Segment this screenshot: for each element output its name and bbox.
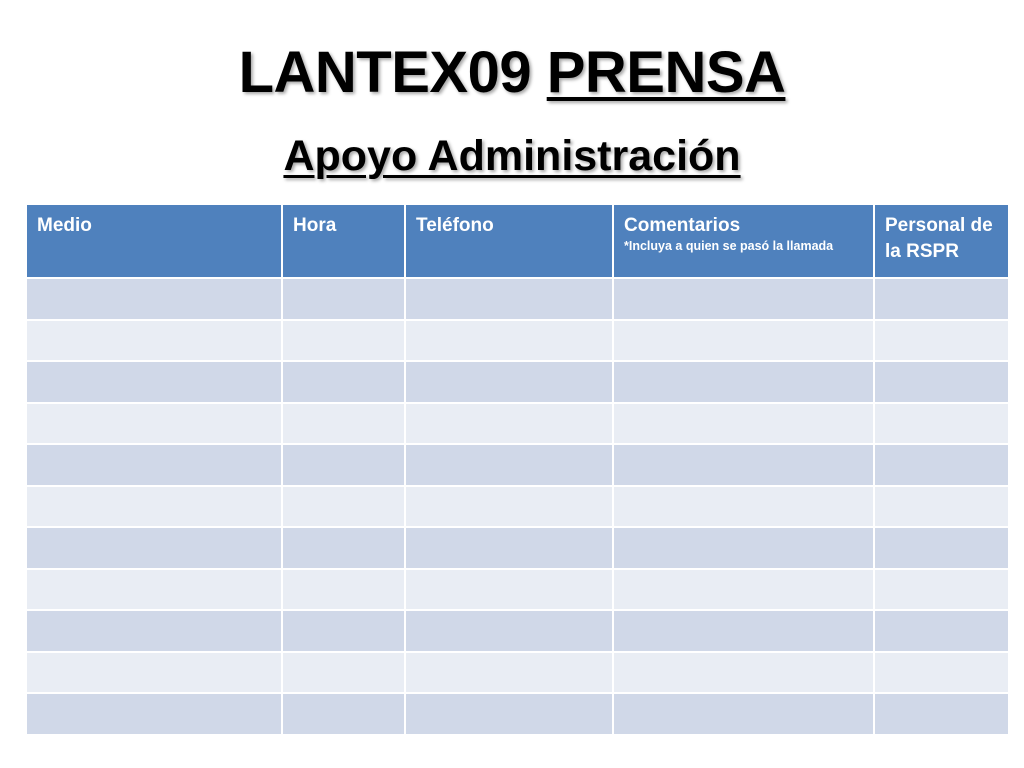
header-telefono	[405, 204, 613, 278]
table-cell	[613, 486, 874, 528]
table-cell	[613, 361, 874, 403]
table-cell	[26, 278, 282, 320]
table-row	[26, 278, 1009, 320]
table-cell	[282, 693, 405, 735]
table-cell	[282, 278, 405, 320]
table-cell	[26, 320, 282, 362]
table-cell	[874, 652, 1009, 694]
table-cell	[26, 527, 282, 569]
table-body	[26, 278, 1009, 735]
header-comentarios-note: *Incluya a quien se pasó la llamada	[624, 239, 834, 253]
table-cell	[405, 320, 613, 362]
table-cell	[282, 320, 405, 362]
table-cell	[405, 569, 613, 611]
table-cell	[26, 403, 282, 445]
title-part-1: LANTEX09	[238, 40, 532, 105]
header-medio-label: Medio	[37, 215, 92, 236]
table-header-row	[26, 204, 1009, 278]
table-cell	[282, 569, 405, 611]
table-cell	[613, 693, 874, 735]
table-row	[26, 610, 1009, 652]
table-cell	[405, 693, 613, 735]
table-cell	[874, 569, 1009, 611]
table-cell	[613, 527, 874, 569]
table-row	[26, 693, 1009, 735]
header-comentarios	[613, 204, 874, 278]
table-cell	[613, 652, 874, 694]
table-row	[26, 320, 1009, 362]
contact-log-table	[25, 203, 1010, 736]
table-row	[26, 527, 1009, 569]
table-cell	[405, 486, 613, 528]
table-cell	[613, 444, 874, 486]
table-cell	[874, 278, 1009, 320]
table-cell	[874, 486, 1009, 528]
table-cell	[26, 486, 282, 528]
table-cell	[874, 403, 1009, 445]
header-medio	[26, 204, 282, 278]
table-cell	[26, 361, 282, 403]
table-cell	[874, 527, 1009, 569]
header-personal	[874, 204, 1009, 278]
table-cell	[874, 361, 1009, 403]
table-row	[26, 361, 1009, 403]
table-cell	[282, 444, 405, 486]
table-cell	[405, 610, 613, 652]
title-part-2: PRENSA	[546, 40, 786, 105]
table-cell	[282, 610, 405, 652]
table-cell	[874, 444, 1009, 486]
header-personal-label: Personal de la RSPR	[885, 215, 993, 262]
table-cell	[874, 320, 1009, 362]
table-row	[26, 486, 1009, 528]
header-telefono-label: Teléfono	[416, 215, 494, 236]
table-cell	[874, 610, 1009, 652]
table-cell	[282, 361, 405, 403]
table-cell	[26, 610, 282, 652]
table-row	[26, 403, 1009, 445]
header-comentarios-label: Comentarios	[624, 215, 741, 236]
table-cell	[405, 403, 613, 445]
table-cell	[282, 486, 405, 528]
slide-title	[0, 38, 1024, 108]
table-cell	[874, 693, 1009, 735]
header-hora	[282, 204, 405, 278]
table-cell	[613, 569, 874, 611]
table-cell	[405, 278, 613, 320]
table-cell	[282, 527, 405, 569]
table-cell	[282, 403, 405, 445]
table-cell	[405, 444, 613, 486]
table-row	[26, 444, 1009, 486]
table-cell	[613, 610, 874, 652]
slide-subtitle: Apoyo Administración	[283, 132, 741, 180]
table-cell	[613, 403, 874, 445]
table-row	[26, 652, 1009, 694]
table-cell	[405, 361, 613, 403]
table-cell	[282, 652, 405, 694]
table-cell	[26, 652, 282, 694]
table-cell	[26, 444, 282, 486]
table-cell	[405, 652, 613, 694]
table-cell	[405, 527, 613, 569]
header-hora-label: Hora	[293, 215, 337, 236]
table-cell	[26, 569, 282, 611]
table-row	[26, 569, 1009, 611]
table-cell	[613, 278, 874, 320]
table-cell	[613, 320, 874, 362]
table-cell	[26, 693, 282, 735]
